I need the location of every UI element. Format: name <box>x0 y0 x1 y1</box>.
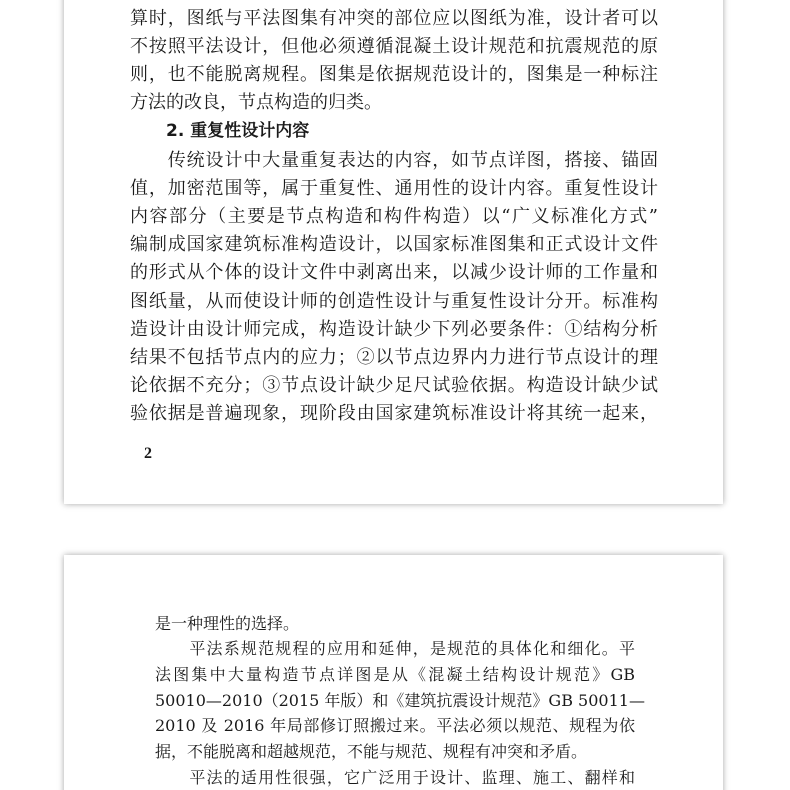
text-line: 算时，图纸与平法图集有冲突的部位应以图纸为准，设计者可以 <box>130 8 658 29</box>
text-line: 结果不包括节点内的应力；②以节点边界内力进行节点设计的理 <box>130 347 658 368</box>
text-line: 平法的适用性很强，它广泛用于设计、监理、施工、翻样和 <box>155 768 635 787</box>
text-line: 论依据不充分；③节点设计缺少足尺试验依据。构造设计缺少试 <box>130 375 658 396</box>
text-line: 法图集中大量构造节点详图是从《混凝土结构设计规范》GB <box>155 665 635 684</box>
text-line: 平法系规范规程的应用和延伸，是规范的具体化和细化。平 <box>155 639 635 658</box>
section-heading: 2. 重复性设计内容 <box>166 121 310 141</box>
document-page-top <box>64 0 723 504</box>
text-line: 方法的改良，节点构造的归类。 <box>130 92 382 113</box>
text-line: 传统设计中大量重复表达的内容，如节点详图，搭接、锚固 <box>130 150 658 171</box>
text-line: 造设计由设计师完成，构造设计缺少下列必要条件：①结构分析 <box>130 319 658 340</box>
text-line: 值，加密范围等，属于重复性、通用性的设计内容。重复性设计 <box>130 178 658 199</box>
text-line: 50010—2010（2015 年版）和《建筑抗震设计规范》GB 50011— <box>155 691 645 710</box>
text-line: 编制成国家建筑标准构造设计，以国家标准图集和正式设计文件 <box>130 234 658 255</box>
text-line: 不按照平法设计，但他必须遵循混凝土设计规范和抗震规范的原 <box>130 36 658 57</box>
document-page-bottom <box>64 555 723 790</box>
text-line: 的形式从个体的设计文件中剥离出来，以减少设计师的工作量和 <box>130 262 658 283</box>
page-number: 2 <box>144 445 152 462</box>
text-line: 内容部分（主要是节点构造和构件构造）以“广义标准化方式” <box>130 206 658 227</box>
text-line: 是一种理性的选择。 <box>155 614 300 633</box>
text-line: 验依据是普遍现象，现阶段由国家建筑标准设计将其统一起来， <box>130 403 658 424</box>
text-line: 2010 及 2016 年局部修订照搬过来。平法必须以规范、规程为依 <box>155 716 635 735</box>
text-line: 图纸量，从而使设计师的创造性设计与重复性设计分开。标准构 <box>130 291 658 312</box>
text-line: 据，不能脱离和超越规范，不能与规范、规程有冲突和矛盾。 <box>155 742 588 761</box>
text-line: 则，也不能脱离规程。图集是依据规范设计的，图集是一种标注 <box>130 64 658 85</box>
